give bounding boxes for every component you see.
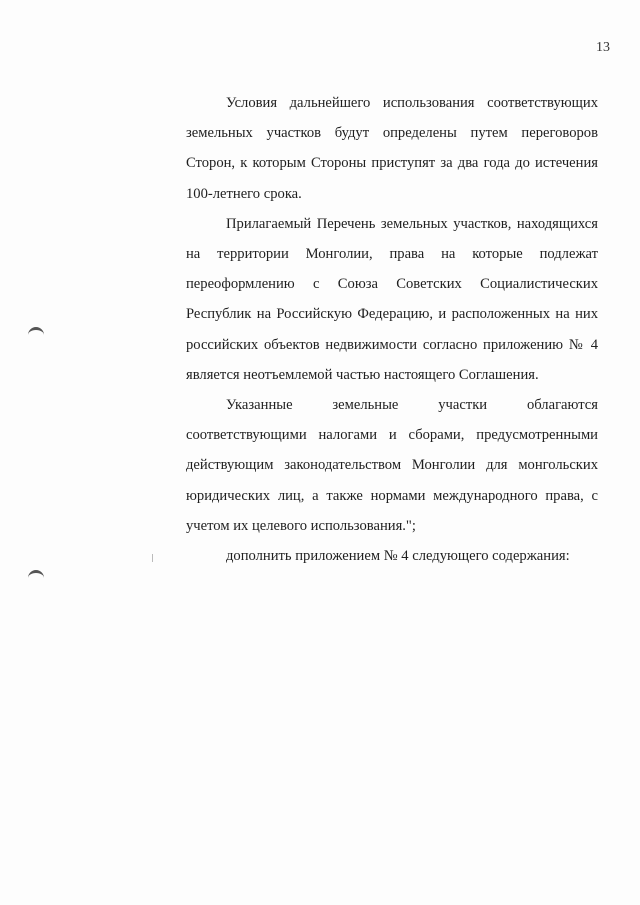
punch-hole-mark: [28, 570, 44, 581]
paragraph-land-use-conditions: Условия дальнейшего использования соответствующих земельных участков будут определены путем переговоров Сторон, к которым Стороны приступят за два года до истечения 100-летнего срока.: [186, 95, 598, 202]
page-number: 13: [596, 40, 610, 55]
paragraph-supplement-instruction: дополнить приложением № 4 следующего содержания:: [226, 548, 570, 565]
paragraph-taxation: Указанные земельные участки облагаются соответствующими налогами и сборами, предусмотренными действующим законодательством Монголии для монгольских юридических лиц, а также нормами международного права, с учетом их целевого использования.";: [186, 397, 598, 534]
scan-artifact-mark: [152, 554, 153, 562]
paragraph-attached-list: Прилагаемый Перечень земельных участков, находящихся на территории Монголии, права на которые подлежат переоформлению с Союза Советских Социалистических Республик на Российскую Федерацию, и расположенных на них российских объектов недвижимости согласно приложению № 4 является неотъемлемой частью настоящего Соглашения.: [186, 215, 598, 383]
punch-hole-mark: [28, 327, 44, 338]
document-body: [186, 88, 598, 571]
